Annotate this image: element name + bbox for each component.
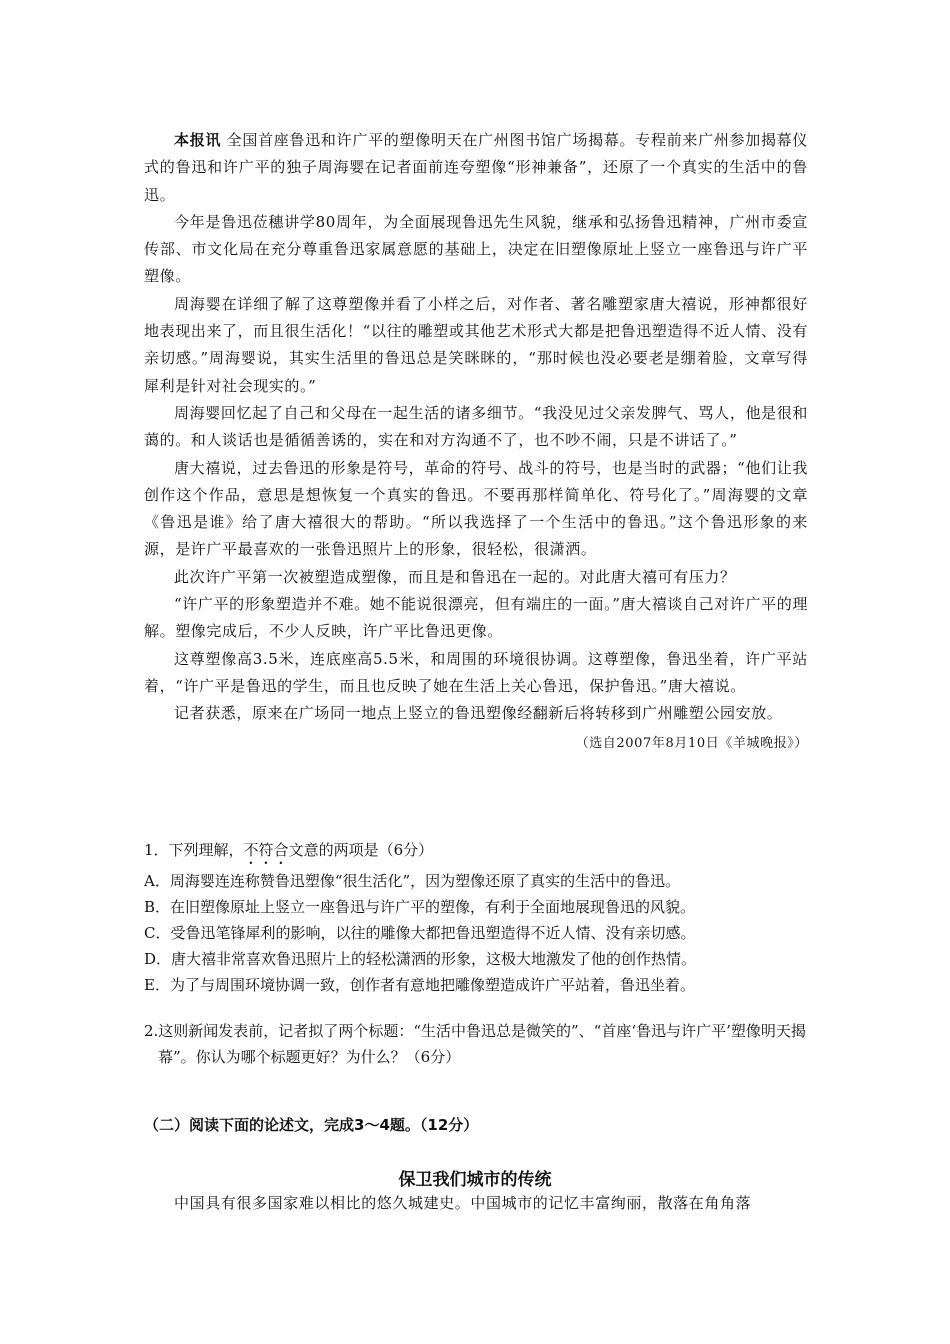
essay-first-line: 中国具有很多国家难以相比的悠久城建史。中国城市的记忆丰富绚丽，散落在角角落 bbox=[174, 1194, 752, 1212]
question-2: 2.这则新闻发表前，记者拟了两个标题：“生活中鲁迅总是微笑的”、“首座‘鲁迅与许广平’塑像明天揭幕”。你认为哪个标题更好？为什么？（6分） bbox=[144, 1022, 806, 1066]
article-paragraph: 记者获悉，原来在广场同一地点上竖立的鲁迅塑像经翻新后将转移到广州雕塑公园安放。 bbox=[174, 704, 783, 723]
article-paragraph: 今年是鲁迅莅穗讲学80周年，为全面展现鲁迅先生风貌，继承和弘扬鲁迅精神，广州市委宣传部、市文化局在充分尊重鲁迅家属意愿的基础上，决定在旧塑像原址上竖立一座鲁迅与许广平塑像。 bbox=[144, 212, 808, 286]
article-paragraph: 这尊塑像高3.5米，连底座高5.5米，和周围的环境很协调。这尊塑像，鲁迅坐着，许广平站着，“许广平是鲁迅的学生，而且也反映了她在生活上关心鲁迅，保护鲁迅。”唐大禧说。 bbox=[144, 649, 808, 695]
q1-suffix: 文意的两项是（6分） bbox=[288, 841, 434, 859]
option-d: D．唐大禧非常喜欢鲁迅照片上的轻松潇洒的形象，这极大地激发了他的创作热情。 bbox=[144, 950, 697, 968]
option-c: C．受鲁迅笔锋犀利的影响，以往的雕像大都把鲁迅塑造得不近人情、没有亲切感。 bbox=[144, 924, 696, 942]
option-b: B．在旧塑像原址上竖立一座鲁迅与许广平的塑像，有利于全面地展现鲁迅的风貌。 bbox=[144, 898, 696, 916]
article-paragraph: 此次许广平第一次被塑造成塑像，而且是和鲁迅在一起的。对此唐大禧可有压力？ bbox=[174, 567, 736, 586]
article-paragraph: 唐大禧说，过去鲁迅的形象是符号，革命的符号、战斗的符号，也是当时的武器；“他们让我创作这个作品，意思是想恢复一个真实的鲁迅。不要再那样简单化、符号化了。”周海婴的文章《鲁迅是谁》给了唐大禧很大的帮助。“所以我选择了一个生活中的鲁迅。”这个鲁迅形象的来源，是许广平最喜欢的一张鲁迅照片上的形象，很轻松，很潇洒。 bbox=[144, 458, 808, 559]
option-a: A．周海婴连连称赞鲁迅塑像“很生活化”，因为塑像还原了真实的生活中的鲁迅。 bbox=[144, 872, 681, 890]
q1-emphasis: 不符合 bbox=[243, 841, 289, 859]
option-e: E．为了与周围环境协调一致，创作者有意地把雕像塑造成许广平站着，鲁迅坐着。 bbox=[144, 976, 695, 994]
article-paragraph: “许广平的形象塑造并不难。她不能说很漂亮，但有端庄的一面。”唐大禧谈自己对许广平的理解。塑像完成后，不少人反映，许广平比鲁迅更像。 bbox=[144, 595, 808, 641]
article-source: （选自2007年8月10日《羊城晚报》） bbox=[575, 735, 808, 751]
question-1-stem bbox=[144, 837, 808, 868]
essay-title: 保卫我们城市的传统 bbox=[398, 1170, 552, 1190]
paragraph-text: 全国首座鲁迅和许广平的塑像明天在广州图书馆广场揭幕。专程前来广州参加揭幕仪式的鲁迅和许广平的独子周海婴在记者面前连夸塑像“形神兼备”，还原了一个真实的生活中的鲁迅。 bbox=[144, 131, 808, 204]
news-article bbox=[144, 127, 808, 756]
lead-label: 本报讯 bbox=[174, 131, 222, 149]
q1-prefix: 1．下列理解， bbox=[144, 841, 244, 859]
article-paragraph: 周海婴回忆起了自己和父母在一起生活的诸多细节。“我没见过父亲发脾气、骂人，他是很和蔼的。和人谈话也是循循善诱的，实在和对方沟通不了，也不吵不闹，只是不讲话了。” bbox=[144, 403, 808, 450]
questions-block bbox=[144, 837, 808, 1070]
section-heading: （二）阅读下面的论述文，完成3～4题。（12分） bbox=[144, 1116, 479, 1134]
article-paragraph bbox=[144, 127, 808, 209]
article-paragraph: 周海婴在详细了解了这尊塑像并看了小样之后，对作者、著名雕塑家唐大禧说，形神都很好地表现出来了，而且很生活化！“以往的雕塑或其他艺术形式大都是把鲁迅塑造得不近人情、没有亲切感。”周海婴说，其实生活里的鲁迅总是笑眯眯的，“那时候也没必要老是绷着脸，文章写得犀利是针对社会现实的。” bbox=[144, 294, 808, 395]
